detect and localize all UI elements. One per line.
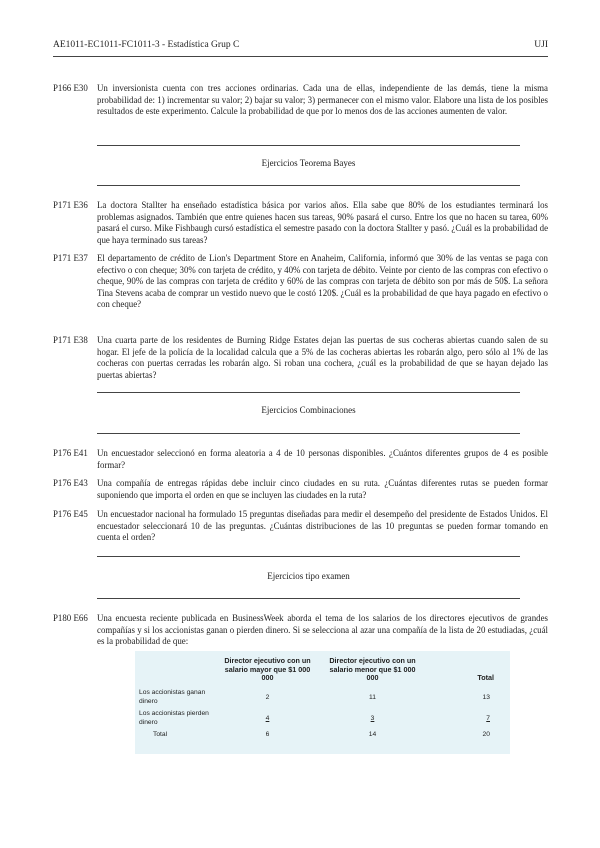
- exercise: [53, 448, 548, 471]
- section-title-exam: Ejercicios tipo examen: [267, 571, 350, 581]
- exercise-text: Una encuesta reciente publicada en BusinessWeek aborda el tema de los salarios de los directores ejecutivos de grandes compañías y si los accionistas ganan o pierden dinero. Si se selecciona al azar una compañía de la lista de 20 estudiadas, ¿cuál es la probabilidad de que:: [97, 613, 548, 647]
- exercise: [53, 253, 548, 311]
- cell-value: 4: [265, 714, 270, 722]
- university-label: UJI: [534, 40, 548, 50]
- section-rule: [97, 145, 520, 146]
- cell-value: 6: [265, 730, 270, 738]
- exercise-code: P180 E66: [53, 613, 88, 623]
- exercise-code: P171 E36: [53, 200, 88, 210]
- exercise-text: Un inversionista cuenta con tres acciones ordinarias. Cada una de ellas, independiente de las demás, tiene la misma probabilidad de: 1) incrementar su valor; 2) bajar su valor; 3) permanecer con el mismo valor. Elabore una lista de los posibles resultados de este experimento. Calcule la probabilidad de que por lo menos dos de las acciones aumenten de valor.: [97, 83, 548, 117]
- table-corner: [135, 657, 215, 687]
- col-header-low-salary: Director ejecutivo con un salario menor que $1 000 000: [329, 656, 416, 683]
- cell-value: 11: [369, 693, 376, 701]
- section-rule: [97, 556, 520, 557]
- exercise-text: Una cuarta parte de los residentes de Burning Ridge Estates dejan las puertas de sus cocheras abiertas cuando salen de su hogar. El jefe de la policía de la localidad calcula que a 5% de las cocheras abiertas les robarán algo, pero sólo al 1% de las cocheras con puertas cerradas les robarán algo. Si roban una cochera, ¿cuál es la probabilidad de que se hayan dejado las puertas abiertas?: [97, 335, 548, 380]
- exercise-text: Un encuestador seleccionó en forma aleatoria a 4 de 10 personas disponibles. ¿Cuántos diferentes grupos de 4 es posible formar?: [97, 448, 548, 470]
- exercise-code: P176 E43: [53, 478, 88, 488]
- exercise-code: P176 E41: [53, 448, 88, 458]
- exercise: [53, 509, 548, 544]
- cell-total: 13: [482, 693, 490, 701]
- section-rule: [97, 433, 520, 434]
- exercise-code: P166 E30: [53, 83, 88, 93]
- salary-table: [135, 651, 510, 754]
- cell-value: 3: [370, 714, 375, 722]
- exercise: [53, 478, 548, 501]
- table-row: [135, 687, 510, 708]
- page-header: [53, 40, 548, 56]
- exercise: [53, 83, 548, 118]
- exercise-text: La doctora Stallter ha enseñado estadística básica por varios años. Ella sabe que 80% de los estudiantes terminará los problemas asignados. También que entre quienes hacen sus tareas, 90% pasará el curso. Entre los que no hacen su tarea, 60% pasará el curso. Mike Fishbaugh cursó estadística el semestre pasado con la doctora Stallter y pasó. ¿Cuál es la probabilidad de que haya terminado sus tareas?: [97, 200, 549, 245]
- course-title: AE1011-EC1011-FC1011-3 - Estadística Grup C: [53, 40, 240, 50]
- section-rule: [97, 185, 520, 186]
- exercise: [53, 335, 548, 381]
- cell-value: 2: [265, 693, 270, 701]
- col-header-high-salary: Director ejecutivo con un salario mayor que $1 000 000: [224, 656, 311, 683]
- table-row: [135, 729, 510, 741]
- section-rule: [97, 392, 520, 393]
- header-rule: [53, 56, 548, 57]
- section-title-combinations: Ejercicios Combinaciones: [261, 405, 356, 415]
- row-label: Total: [153, 730, 168, 738]
- cell-value: 14: [368, 730, 377, 738]
- exercise-text: El departamento de crédito de Lion's Department Store en Anaheim, California, informó que 30% de las ventas se paga con efectivo o con cheque; 30% con tarjeta de crédito, y 40% con tarjeta de débito. Veinte por ciento de las compras con efectivo o cheque, 90% de las compras con tarjeta de crédito y 60% de las compras con tarjeta de débito son por más de 50$. La señora Tina Stevens acaba de comprar un vestido nuevo que le costó 120$. ¿Cuál es la probabilidad de que haya pagado en efectivo o con cheque?: [97, 253, 548, 310]
- exercise-text: Un encuestador nacional ha formulado 15 preguntas diseñadas para medir el desempeño del presidente de Estados Unidos. El encuestador seleccionará 10 de las preguntas. ¿Cuántas distribuciones de las 10 preguntas se pueden formar tomando en cuenta el orden?: [97, 509, 548, 543]
- exercise-code: P176 E45: [53, 509, 88, 519]
- exercise: [53, 200, 548, 246]
- exercise: [53, 613, 548, 648]
- table-row: [135, 708, 510, 729]
- col-header-total: Total: [477, 673, 494, 683]
- section-title-bayes: Ejercicios Teorema Bayes: [261, 158, 356, 168]
- row-label: Los accionistas pierden dinero: [139, 709, 209, 727]
- exercise-text: Una compañía de entregas rápidas debe incluir cinco ciudades en su ruta. ¿Cuántas diferentes rutas se pueden formar suponiendo que importa el orden en que se incluyen las ciudades en la ruta?: [97, 478, 548, 500]
- exercise-code: P171 E37: [53, 253, 88, 263]
- exercise-code: P171 E38: [53, 335, 88, 345]
- cell-total: 7: [486, 714, 490, 722]
- section-rule: [97, 598, 520, 599]
- cell-total: 20: [482, 730, 490, 738]
- row-label: Los accionistas ganan dinero: [139, 688, 206, 706]
